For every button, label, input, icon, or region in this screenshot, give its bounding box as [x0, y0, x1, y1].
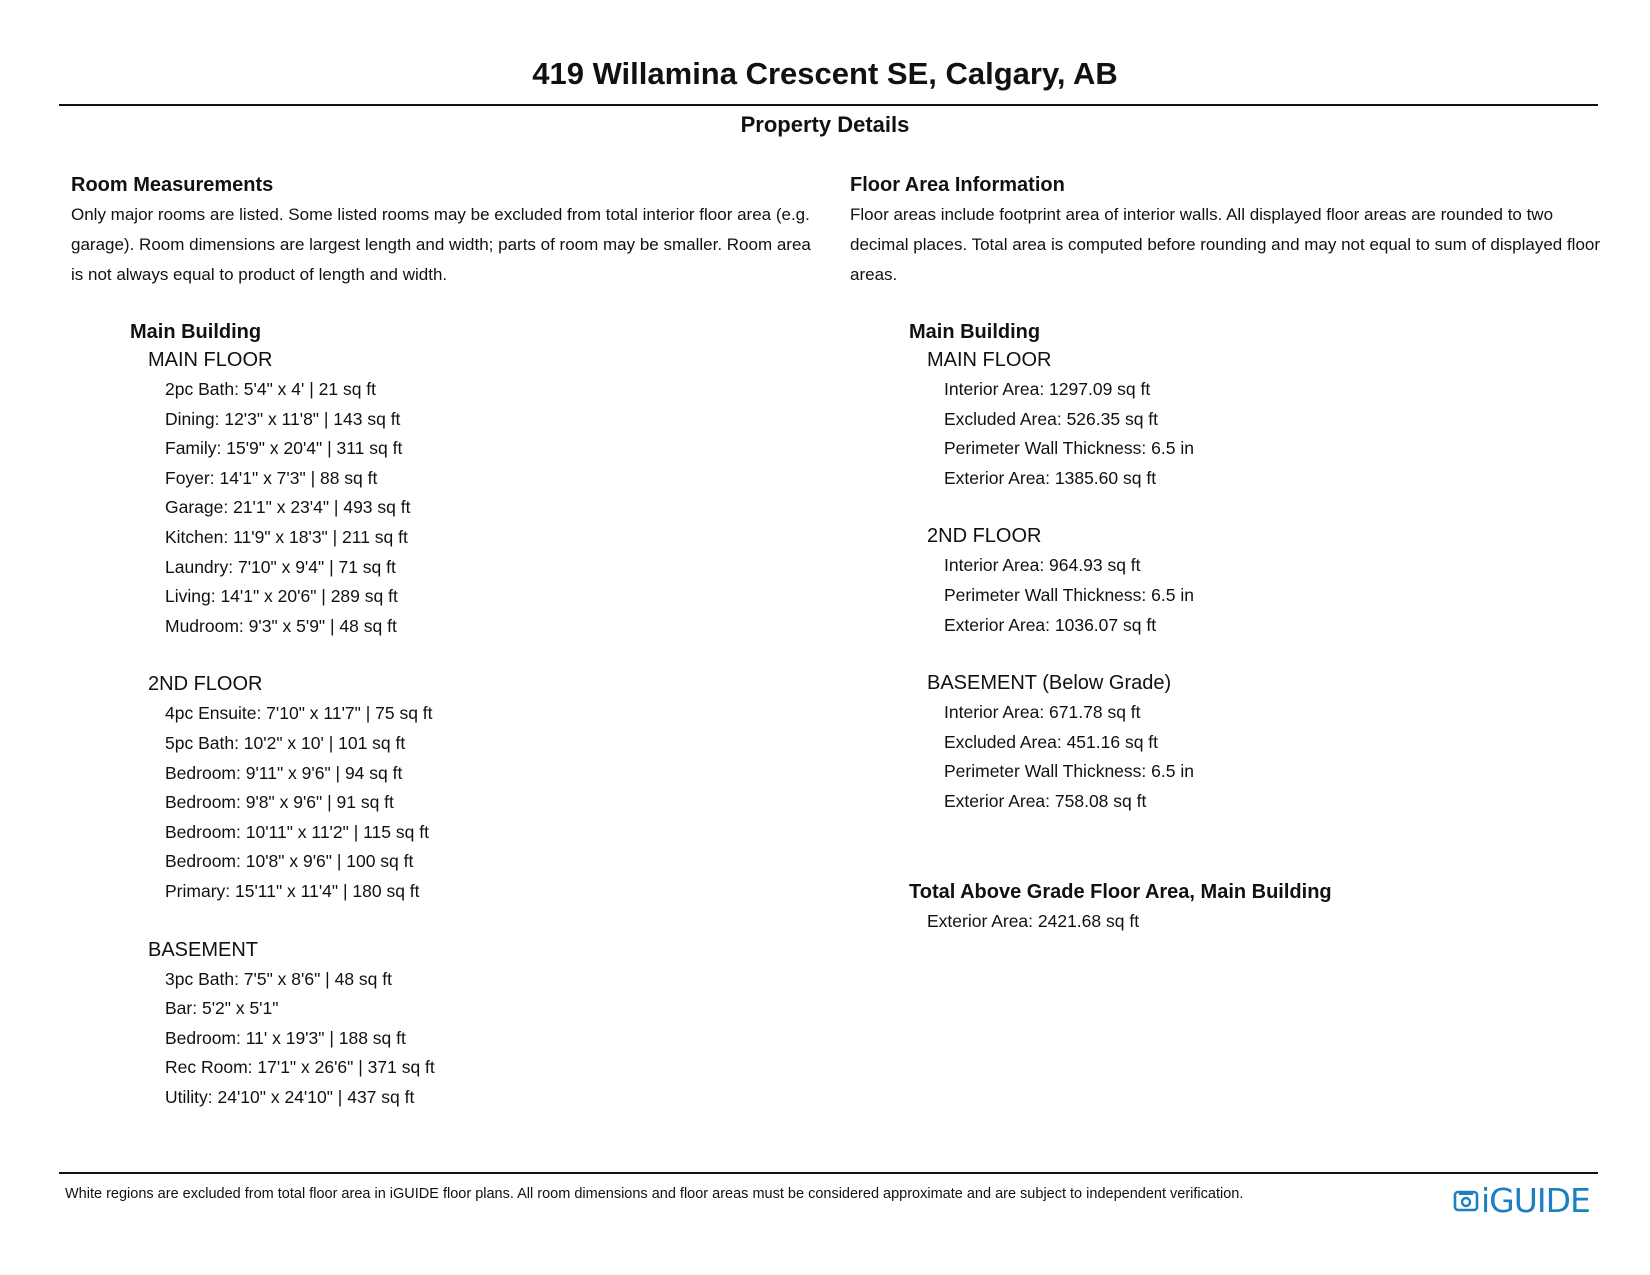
area-floor-main: [927, 346, 1610, 493]
area-entry: Perimeter Wall Thickness: 6.5 in: [944, 584, 1194, 605]
floor-name: MAIN FLOOR: [148, 349, 273, 371]
page-subtitle: Property Details: [740, 112, 910, 137]
floor-area-section: [850, 172, 1610, 936]
floor-name: 2ND FLOOR: [927, 525, 1042, 548]
floor-area-description: Floor areas include footprint area of interior walls. All displayed floor areas are rounded to two decimal places. Total area is computed before rounding and may not equal to sum of displayed floor areas.: [850, 205, 1601, 284]
total-area-value: Exterior Area: 2421.68 sq ft: [927, 910, 1140, 931]
area-entry: Excluded Area: 526.35 sq ft: [944, 408, 1159, 429]
room-measurements-description: Only major rooms are listed. Some listed rooms may be excluded from total interior floor area (e.g. garage). Room dimensions are largest length and width; parts of room may be smaller. Room area is not always equal to product of length and width.: [71, 205, 811, 284]
room-entry: 4pc Ensuite: 7'10" x 11'7" | 75 sq ft: [165, 703, 433, 724]
room-entry: Garage: 21'1" x 23'4" | 493 sq ft: [165, 497, 411, 518]
area-floor-2nd: [927, 522, 1610, 640]
room-entry: Bedroom: 9'11" x 9'6" | 94 sq ft: [165, 762, 403, 783]
room-entry: 5pc Bath: 10'2" x 10' | 101 sq ft: [165, 732, 406, 753]
area-entry: Exterior Area: 758.08 sq ft: [944, 790, 1147, 811]
footer-disclaimer: White regions are excluded from total floor area in iGUIDE floor plans. All room dimensions and floor areas must be considered approximate and are subject to independent verification.: [65, 1186, 1244, 1202]
room-entry: Bedroom: 10'8" x 9'6" | 100 sq ft: [165, 851, 414, 872]
room-entry: Family: 15'9" x 20'4" | 311 sq ft: [165, 438, 403, 459]
room-entry: 2pc Bath: 5'4" x 4' | 21 sq ft: [165, 379, 377, 399]
room-entry: Bar: 5'2" x 5'1": [165, 998, 279, 1019]
area-entry: Perimeter Wall Thickness: 6.5 in: [944, 761, 1194, 782]
floor-area-heading: Floor Area Information: [850, 174, 1065, 196]
room-entry: Bedroom: 11' x 19'3" | 188 sq ft: [165, 1027, 406, 1048]
iguide-logo-icon: [1453, 1188, 1479, 1214]
rooms-floor-basement: [148, 936, 821, 1113]
page-title: 419 Willamina Crescent SE, Calgary, AB: [532, 56, 1118, 91]
area-entry: Exterior Area: 1385.60 sq ft: [944, 467, 1157, 488]
room-entry: Dining: 12'3" x 11'8" | 143 sq ft: [165, 408, 401, 429]
room-entry: Rec Room: 17'1" x 26'6" | 371 sq ft: [165, 1057, 435, 1078]
area-entry: Perimeter Wall Thickness: 6.5 in: [944, 438, 1194, 459]
total-area-heading: Total Above Grade Floor Area, Main Building: [909, 880, 1332, 903]
floor-name: BASEMENT (Below Grade): [927, 672, 1172, 695]
room-entry: Bedroom: 10'11" x 11'2" | 115 sq ft: [165, 821, 429, 842]
rooms-floor-2nd: [148, 670, 821, 906]
area-entry: Interior Area: 964.93 sq ft: [944, 555, 1141, 576]
room-entry: 3pc Bath: 7'5" x 8'6" | 48 sq ft: [165, 968, 392, 989]
room-measurements-heading: Room Measurements: [71, 174, 274, 196]
room-entry: Primary: 15'11" x 11'4" | 180 sq ft: [165, 880, 420, 901]
room-entry: Kitchen: 11'9" x 18'3" | 211 sq ft: [165, 526, 408, 547]
room-measurements-section: [71, 172, 821, 1112]
room-entry: Utility: 24'10" x 24'10" | 437 sq ft: [165, 1086, 415, 1107]
footer-divider: [59, 1172, 1598, 1174]
area-entry: Interior Area: 1297.09 sq ft: [944, 379, 1151, 399]
room-entry: Living: 14'1" x 20'6" | 289 sq ft: [165, 586, 398, 607]
iguide-logo: [1453, 1181, 1590, 1220]
area-entry: Interior Area: 671.78 sq ft: [944, 702, 1141, 723]
rooms-floor-main: [148, 346, 821, 641]
floor-area-building: Main Building: [909, 321, 1041, 343]
floor-name: BASEMENT: [148, 938, 259, 961]
area-floor-basement: [927, 669, 1610, 816]
room-entry: Laundry: 7'10" x 9'4" | 71 sq ft: [165, 556, 396, 577]
area-entry: Exterior Area: 1036.07 sq ft: [944, 614, 1157, 635]
floor-name: 2ND FLOOR: [148, 673, 263, 696]
header-divider: [59, 104, 1598, 106]
iguide-logo-text: iGUIDE: [1481, 1181, 1590, 1220]
area-entry: Excluded Area: 451.16 sq ft: [944, 731, 1159, 752]
room-entry: Bedroom: 9'8" x 9'6" | 91 sq ft: [165, 792, 394, 813]
room-entry: Foyer: 14'1" x 7'3" | 88 sq ft: [165, 467, 378, 488]
room-measurements-building: Main Building: [130, 321, 262, 343]
floor-name: MAIN FLOOR: [927, 349, 1052, 371]
room-entry: Mudroom: 9'3" x 5'9" | 48 sq ft: [165, 615, 397, 636]
